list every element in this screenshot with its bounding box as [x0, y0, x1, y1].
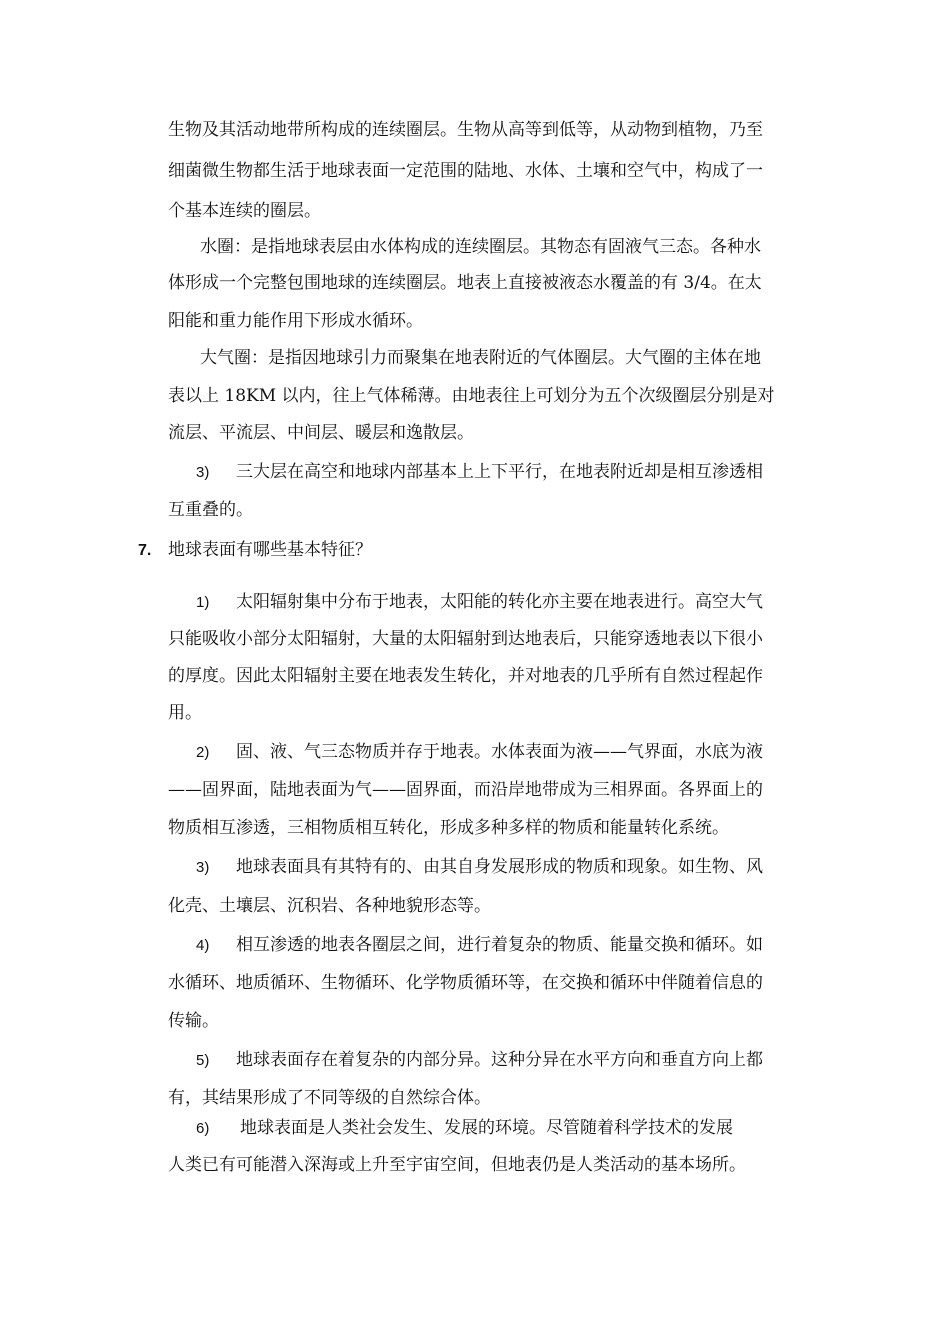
- feature-3-line-1: 地球表面具有其特有的、由其自身发展形成的物质和现象。如生物、风: [236, 857, 763, 877]
- feature-1-line-3: 的厚度。因此太阳辐射主要在地表发生转化，并对地表的几乎所有自然过程起作: [168, 666, 763, 686]
- feature-4-line-3: 传输。: [168, 1011, 219, 1031]
- feature-4-line-1: 相互渗透的地表各圈层之间，进行着复杂的物质、能量交换和循环。如: [236, 935, 763, 955]
- feature-2-line-3: 物质相互渗透，三相物质相互转化，形成多种多样的物质和能量转化系统。: [168, 818, 729, 838]
- feature-1-line-1: 太阳辐射集中分布于地表，太阳能的转化亦主要在地表进行。高空大气: [236, 592, 763, 612]
- item3-line-2: 互重叠的。: [168, 500, 253, 520]
- feature-4-number: 4): [196, 937, 210, 954]
- feature-6-line-2: 人类已有可能潜入深海或上升至宇宙空间，但地表仍是人类活动的基本场所。: [168, 1155, 746, 1175]
- biosphere-line-1: 生物及其活动地带所构成的连续圈层。生物从高等到低等，从动物到植物，乃至: [168, 120, 763, 140]
- question-title: 地球表面有哪些基本特征？: [168, 540, 372, 560]
- hydrosphere-line-1: 水圈：是指地球表层由水体构成的连续圈层。其物态有固液气三态。各种水: [200, 237, 761, 257]
- hydrosphere-line-2: 体形成一个完整包围地球的连续圈层。地表上直接被液态水覆盖的有 3/4。在太: [168, 273, 762, 293]
- feature-5-line-2: 有，其结果形成了不同等级的自然综合体。: [168, 1088, 491, 1108]
- feature-2-number: 2): [196, 744, 210, 761]
- feature-5-number: 5): [196, 1052, 210, 1069]
- feature-6-line-1: 地球表面是人类社会发生、发展的环境。尽管随着科学技术的发展: [240, 1118, 733, 1138]
- feature-3-line-2: 化壳、土壤层、沉积岩、各种地貌形态等。: [168, 896, 491, 916]
- atmosphere-line-3: 流层、平流层、中间层、暖层和逸散层。: [168, 423, 474, 443]
- atmosphere-line-1: 大气圈：是指因地球引力而聚集在地表附近的气体圈层。大气圈的主体在地: [200, 348, 761, 368]
- feature-1-number: 1): [196, 594, 210, 611]
- feature-1-line-4: 用。: [168, 703, 202, 723]
- feature-5-line-1: 地球表面存在着复杂的内部分异。这种分异在水平方向和垂直方向上都: [236, 1050, 763, 1070]
- item3-line-1: 三大层在高空和地球内部基本上上下平行，在地表附近却是相互渗透相: [236, 462, 763, 482]
- list-number: 3): [196, 464, 210, 481]
- atmosphere-line-2: 表以上 18KM 以内，往上气体稀薄。由地表往上可划分为五个次级圈层分别是对: [168, 386, 775, 406]
- feature-2-line-1: 固、液、气三态物质并存于地表。水体表面为液——气界面，水底为液: [236, 742, 763, 762]
- feature-6-number: 6): [196, 1120, 210, 1137]
- hydrosphere-line-3: 阳能和重力能作用下形成水循环。: [168, 311, 423, 331]
- feature-3-number: 3): [196, 859, 210, 876]
- feature-2-line-2: ——固界面，陆地表面为气——固界面，而沿岸地带成为三相界面。各界面上的: [168, 780, 763, 800]
- biosphere-line-2: 细菌微生物都生活于地球表面一定范围的陆地、水体、土壤和空气中，构成了一: [168, 161, 763, 181]
- biosphere-line-3: 个基本连续的圈层。: [168, 201, 321, 221]
- question-number: 7.: [138, 542, 152, 559]
- feature-1-line-2: 只能吸收小部分太阳辐射，大量的太阳辐射到达地表后，只能穿透地表以下很小: [168, 629, 763, 649]
- feature-4-line-2: 水循环、地质循环、生物循环、化学物质循环等，在交换和循环中伴随着信息的: [168, 973, 763, 993]
